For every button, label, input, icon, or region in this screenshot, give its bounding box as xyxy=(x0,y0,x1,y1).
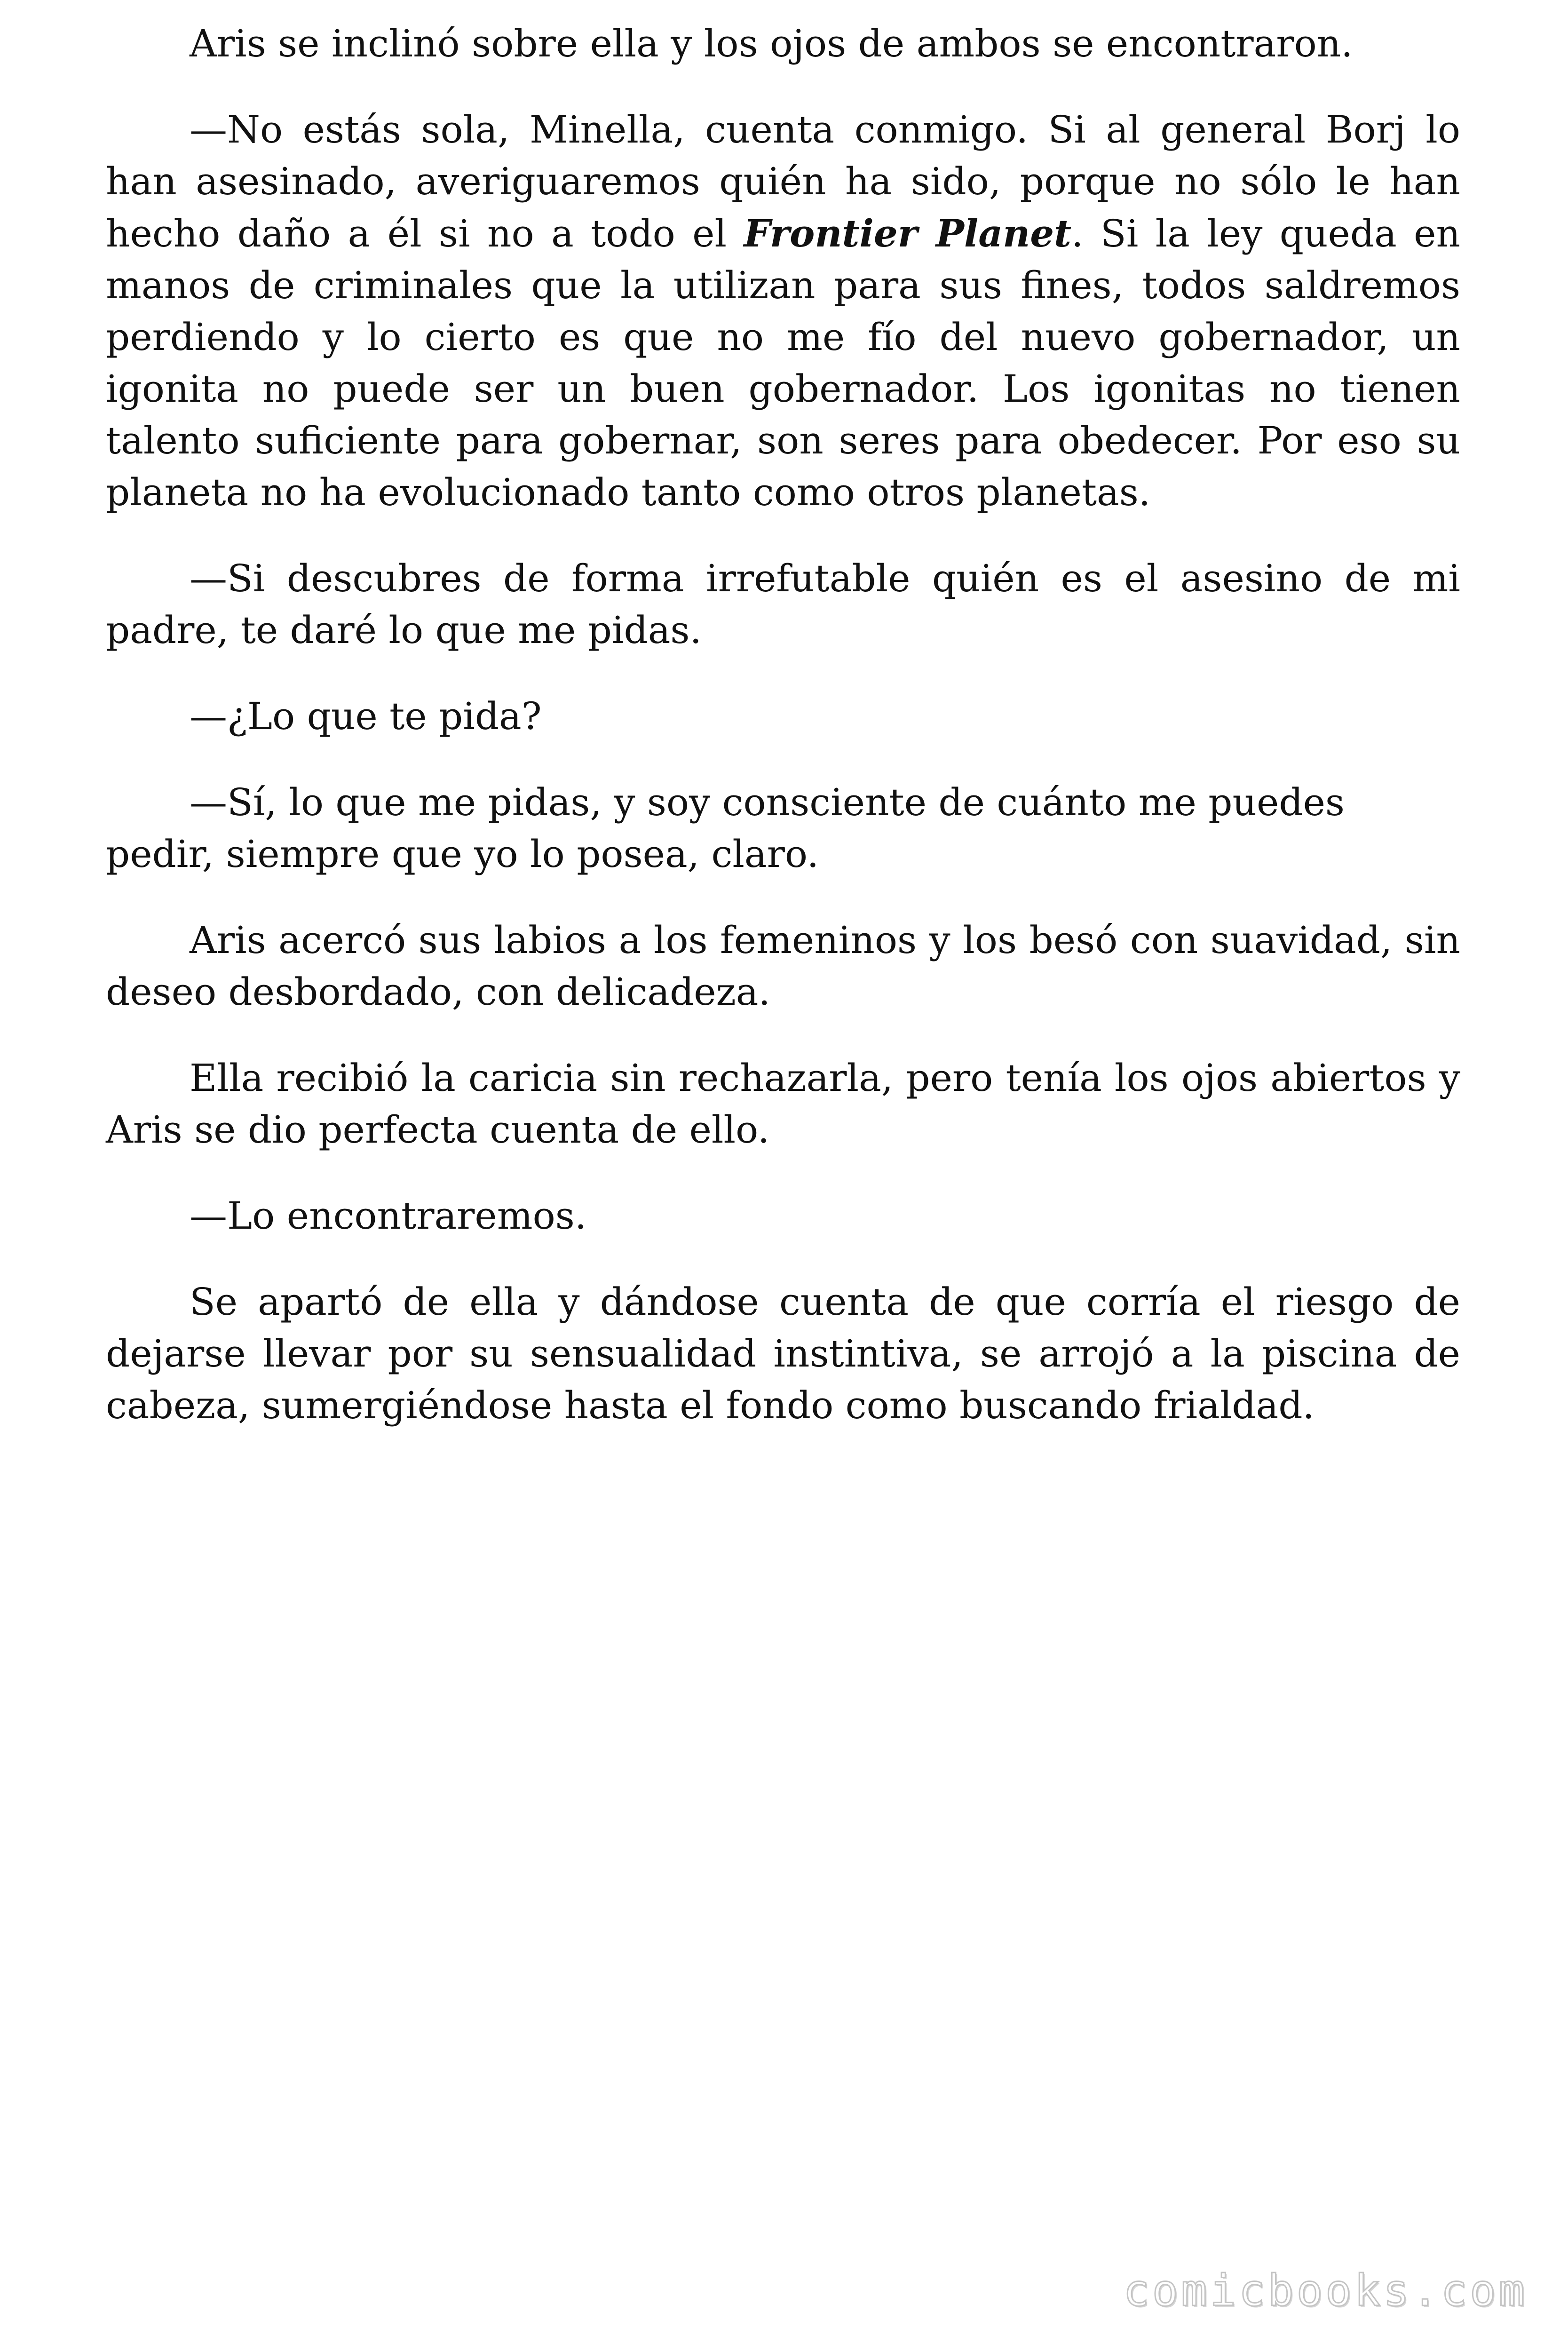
paragraph-6: Aris acercó sus labios a los femeninos y los besó con suavidad, sin deseo desbordado, con delicadeza. xyxy=(106,918,1460,1014)
paragraph-7: Ella recibió la caricia sin rechazarla, pero tenía los ojos abiertos y Aris se dio perfecta cuenta de ello. xyxy=(106,1056,1460,1152)
paragraph-9: Se apartó de ella y dándose cuenta de que corría el riesgo de dejarse llevar por su sensualidad instintiva, se arrojó a la piscina de cabeza, sumergiéndose hasta el fondo como buscando frialdad. xyxy=(106,1280,1460,1427)
paragraph-5: —Sí, lo que me pidas, y soy consciente de cuánto me puedes pedir, siempre que yo lo posea, claro. xyxy=(106,780,1345,876)
paragraph-3: —Si descubres de forma irrefutable quién es el asesino de mi padre, te daré lo que me pidas. xyxy=(106,556,1460,652)
watermark-text: comicbooks.com xyxy=(1123,2265,1528,2316)
paragraph-8: —Lo encontraremos. xyxy=(190,1194,587,1238)
paragraph-4: —¿Lo que te pida? xyxy=(190,694,542,738)
paragraph-2-text-after: . Si la ley queda en manos de criminales que la utilizan para sus fines, todos saldremos perdiendo y lo cierto es que no me fío del nuevo gobernador, un igonita no puede ser un buen gobernador. Los igonitas no tienen talento suficiente para gobernar, son seres para obedecer. Por eso su planeta no ha evolucionado tanto como otros planetas. xyxy=(106,212,1460,514)
book-title-emphasis: Frontier Planet xyxy=(744,211,1072,255)
paragraph-2-text-before: —No estás sola, Minella, cuenta conmigo. Si al general Borj lo han asesinado, averiguaremos quién ha sido, porque no sólo le han hecho daño a él si no a todo el xyxy=(106,108,1460,255)
paragraph-2 xyxy=(106,104,1460,518)
paragraph-1: Aris se inclinó sobre ella y los ojos de ambos se encontraron. xyxy=(190,22,1353,65)
page-body xyxy=(106,18,1460,1466)
